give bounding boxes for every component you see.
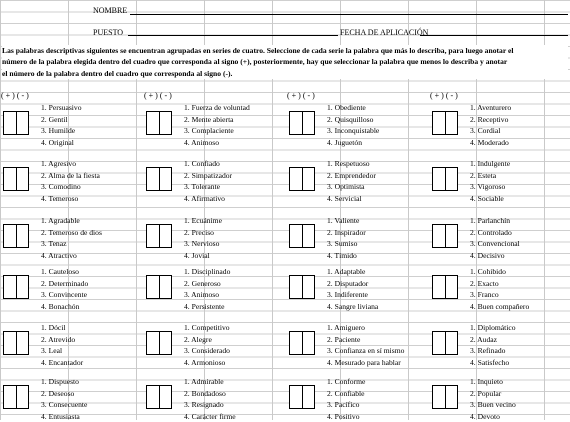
word-option: 3. Animoso <box>184 289 309 301</box>
word-option: 4. Afirmativo <box>184 193 309 205</box>
answer-box-minus[interactable] <box>446 331 459 355</box>
answer-box-minus[interactable] <box>446 224 459 248</box>
answer-box-minus[interactable] <box>303 275 316 299</box>
answer-boxes <box>289 111 315 134</box>
word-option: 3. Leal <box>41 345 166 357</box>
answer-boxes <box>146 275 172 298</box>
word-list <box>470 376 570 422</box>
word-option: 3. Consecuente <box>41 399 166 411</box>
word-option: 1. Respetuoso <box>327 158 452 170</box>
answer-box-minus[interactable] <box>160 167 173 191</box>
word-option: 4. Persistente <box>184 301 309 313</box>
word-option: 2. Paciente <box>327 334 452 346</box>
word-list <box>470 266 570 312</box>
word-option: 2. Preciso <box>184 227 309 239</box>
answer-boxes <box>3 111 29 134</box>
word-option: 3. Franco <box>470 289 570 301</box>
answer-box-minus[interactable] <box>17 167 30 191</box>
word-option: 2. Inspirador <box>327 227 452 239</box>
fecha-field[interactable] <box>420 35 568 36</box>
answer-box-plus[interactable] <box>289 275 303 299</box>
word-option: 3. Indiferente <box>327 289 452 301</box>
word-option: 4. Buen compañero <box>470 301 570 313</box>
word-option: 1. Obediente <box>327 102 452 114</box>
word-option: 4. Moderado <box>470 137 570 149</box>
word-option: 4. Decisivo <box>470 250 570 262</box>
answer-box-minus[interactable] <box>303 331 316 355</box>
word-option: 3. Nervioso <box>184 238 309 250</box>
word-option: 1. Agradable <box>41 215 166 227</box>
word-option: 3. Humilde <box>41 125 166 137</box>
word-option: 2. Alma de la fiesta <box>41 170 166 182</box>
answer-box-plus[interactable] <box>432 167 446 191</box>
word-option: 3. Inconquistable <box>327 125 452 137</box>
answer-box-minus[interactable] <box>160 331 173 355</box>
word-option: 3. Refinado <box>470 345 570 357</box>
word-option: 1. Competitivo <box>184 322 309 334</box>
word-option: 1. Persuasivo <box>41 102 166 114</box>
answer-box-plus[interactable] <box>289 385 303 409</box>
word-option: 4. Servicial <box>327 193 452 205</box>
answer-boxes <box>146 331 172 354</box>
word-option: 4. Encantador <box>41 357 166 369</box>
word-option: 3. Complaciente <box>184 125 309 137</box>
word-option: 2. Atrevido <box>41 334 166 346</box>
word-option: 2. Emprendedor <box>327 170 452 182</box>
answer-boxes <box>432 385 458 408</box>
word-option: 2. Generoso <box>184 278 309 290</box>
instruction-line: Las palabras descriptivas siguientes se encuentran agrupadas en series de cuatro. Seleccione de cada serie la palabra que más lo describa, para luego anotar el <box>2 45 568 56</box>
word-option: 1. Aventurero <box>470 102 570 114</box>
word-option: 1. Conforme <box>327 376 452 388</box>
answer-boxes <box>146 167 172 190</box>
word-option: 1. Ecuánime <box>184 215 309 227</box>
answer-boxes <box>432 167 458 190</box>
answer-box-plus[interactable] <box>3 167 17 191</box>
sign-header: ( + ) ( - ) <box>430 91 458 100</box>
word-option: 3. Cordial <box>470 125 570 137</box>
word-option: 1. Cohibido <box>470 266 570 278</box>
word-option: 1. Diplomático <box>470 322 570 334</box>
word-option: 2. Deseoso <box>41 388 166 400</box>
word-option: 3. Vigoroso <box>470 181 570 193</box>
answer-boxes <box>146 111 172 134</box>
word-option: 4. Original <box>41 137 166 149</box>
answer-box-minus[interactable] <box>17 275 30 299</box>
answer-box-plus[interactable] <box>432 385 446 409</box>
word-option: 4. Juguetón <box>327 137 452 149</box>
answer-box-plus[interactable] <box>146 111 160 135</box>
answer-boxes <box>3 275 29 298</box>
instruction-line: el número de la palabra dentro del cuadro que corresponda al signo (-). <box>2 68 568 79</box>
word-option: 1. Inquieto <box>470 376 570 388</box>
answer-boxes <box>289 224 315 247</box>
answer-boxes <box>432 275 458 298</box>
word-option: 1. Disciplinado <box>184 266 309 278</box>
word-option: 4. Mesurado para hablar <box>327 357 452 369</box>
word-list <box>470 322 570 368</box>
answer-box-plus[interactable] <box>432 224 446 248</box>
word-option: 2. Gentil <box>41 114 166 126</box>
answer-box-plus[interactable] <box>146 385 160 409</box>
answer-boxes <box>432 224 458 247</box>
answer-box-plus[interactable] <box>3 224 17 248</box>
word-list <box>470 102 570 148</box>
word-option: 2. Mente abierta <box>184 114 309 126</box>
answer-boxes <box>3 385 29 408</box>
word-option: 4. Carácter firme <box>184 411 309 422</box>
answer-box-minus[interactable] <box>160 385 173 409</box>
answer-box-minus[interactable] <box>17 385 30 409</box>
nombre-label: NOMBRE <box>93 6 127 15</box>
answer-boxes <box>289 385 315 408</box>
word-option: 3. Buen vecino <box>470 399 570 411</box>
word-option: 4. Sociable <box>470 193 570 205</box>
word-option: 4. Devoto <box>470 411 570 422</box>
word-option: 3. Optimista <box>327 181 452 193</box>
word-option: 1. Adaptable <box>327 266 452 278</box>
answer-box-plus[interactable] <box>3 331 17 355</box>
sign-header: ( + ) ( - ) <box>144 91 172 100</box>
answer-box-minus[interactable] <box>17 224 30 248</box>
answer-boxes <box>3 331 29 354</box>
answer-box-plus[interactable] <box>146 275 160 299</box>
word-option: 4. Armonioso <box>184 357 309 369</box>
answer-box-minus[interactable] <box>303 111 316 135</box>
answer-box-minus[interactable] <box>160 111 173 135</box>
word-option: 2. Alegre <box>184 334 309 346</box>
word-option: 3. Convincente <box>41 289 166 301</box>
nombre-field[interactable] <box>130 14 568 15</box>
word-option: 1. Confiado <box>184 158 309 170</box>
answer-box-plus[interactable] <box>289 224 303 248</box>
word-option: 1. Amiguero <box>327 322 452 334</box>
sign-header: ( + ) ( - ) <box>287 91 315 100</box>
word-option: 1. Dócil <box>41 322 166 334</box>
word-list <box>470 158 570 204</box>
word-option: 2. Esteta <box>470 170 570 182</box>
word-option: 3. Tolerante <box>184 181 309 193</box>
word-option: 3. Confianza en sí mismo <box>327 345 452 357</box>
word-option: 1. Valiente <box>327 215 452 227</box>
answer-boxes <box>3 167 29 190</box>
word-option: 1. Parlanchín <box>470 215 570 227</box>
word-option: 2. Simpatizador <box>184 170 309 182</box>
answer-box-plus[interactable] <box>146 167 160 191</box>
answer-boxes <box>289 275 315 298</box>
word-option: 1. Indulgente <box>470 158 570 170</box>
word-option: 4. Tímido <box>327 250 452 262</box>
answer-box-minus[interactable] <box>446 167 459 191</box>
word-option: 1. Cauteloso <box>41 266 166 278</box>
answer-box-plus[interactable] <box>432 275 446 299</box>
answer-box-plus[interactable] <box>432 111 446 135</box>
answer-box-minus[interactable] <box>17 111 30 135</box>
answer-boxes <box>146 385 172 408</box>
word-option: 2. Audaz <box>470 334 570 346</box>
word-option: 2. Bondadoso <box>184 388 309 400</box>
answer-box-plus[interactable] <box>289 111 303 135</box>
puesto-field[interactable] <box>128 35 338 36</box>
word-option: 3. Convencional <box>470 238 570 250</box>
word-option: 4. Temeroso <box>41 193 166 205</box>
word-option: 4. Jovial <box>184 250 309 262</box>
word-list <box>470 215 570 261</box>
answer-boxes <box>289 331 315 354</box>
word-option: 1. Fuerza de voluntad <box>184 102 309 114</box>
word-option: 2. Controlado <box>470 227 570 239</box>
answer-box-plus[interactable] <box>289 331 303 355</box>
word-option: 1. Admirable <box>184 376 309 388</box>
word-option: 2. Determinado <box>41 278 166 290</box>
word-option: 3. Resignado <box>184 399 309 411</box>
answer-box-minus[interactable] <box>446 111 459 135</box>
word-option: 2. Confiable <box>327 388 452 400</box>
answer-box-plus[interactable] <box>289 167 303 191</box>
word-option: 3. Pacífico <box>327 399 452 411</box>
word-option: 1. Dispuesto <box>41 376 166 388</box>
word-option: 1. Agresivo <box>41 158 166 170</box>
answer-box-minus[interactable] <box>17 331 30 355</box>
answer-box-plus[interactable] <box>146 224 160 248</box>
answer-box-plus[interactable] <box>3 385 17 409</box>
word-option: 3. Tenaz <box>41 238 166 250</box>
word-option: 3. Considerado <box>184 345 309 357</box>
fecha-label: FECHA DE APLICACIÓN <box>340 28 428 37</box>
word-option: 4. Satisfecho <box>470 357 570 369</box>
answer-box-minus[interactable] <box>160 224 173 248</box>
instruction-line: número de la palabra elegida dentro del cuadro que corresponda al signo (+), posteriormente, hay que seleccionar la palabra que menos lo describa y anotar <box>2 56 568 67</box>
answer-boxes <box>432 331 458 354</box>
answer-box-minus[interactable] <box>160 275 173 299</box>
word-option: 3. Comodino <box>41 181 166 193</box>
answer-box-minus[interactable] <box>446 275 459 299</box>
word-option: 4. Positivo <box>327 411 452 422</box>
answer-box-minus[interactable] <box>446 385 459 409</box>
word-option: 4. Bonachón <box>41 301 166 313</box>
answer-box-plus[interactable] <box>146 331 160 355</box>
word-option: 4. Atractivo <box>41 250 166 262</box>
answer-boxes <box>3 224 29 247</box>
word-option: 2. Temeroso de dios <box>41 227 166 239</box>
answer-box-plus[interactable] <box>3 111 17 135</box>
answer-box-minus[interactable] <box>303 224 316 248</box>
puesto-label: PUESTO <box>93 28 123 37</box>
answer-box-minus[interactable] <box>303 167 316 191</box>
word-option: 2. Receptivo <box>470 114 570 126</box>
word-option: 4. Sangre liviana <box>327 301 452 313</box>
sign-header: ( + ) ( - ) <box>1 91 29 100</box>
answer-boxes <box>146 224 172 247</box>
word-option: 2. Quisquilloso <box>327 114 452 126</box>
answer-boxes <box>289 167 315 190</box>
word-option: 2. Disputador <box>327 278 452 290</box>
word-option: 2. Popular <box>470 388 570 400</box>
word-option: 4. Animoso <box>184 137 309 149</box>
word-option: 4. Entusiasta <box>41 411 166 422</box>
answer-box-plus[interactable] <box>3 275 17 299</box>
word-option: 2. Exacto <box>470 278 570 290</box>
answer-box-plus[interactable] <box>432 331 446 355</box>
word-option: 3. Sumiso <box>327 238 452 250</box>
answer-box-minus[interactable] <box>303 385 316 409</box>
instructions <box>2 45 568 79</box>
answer-boxes <box>432 111 458 134</box>
